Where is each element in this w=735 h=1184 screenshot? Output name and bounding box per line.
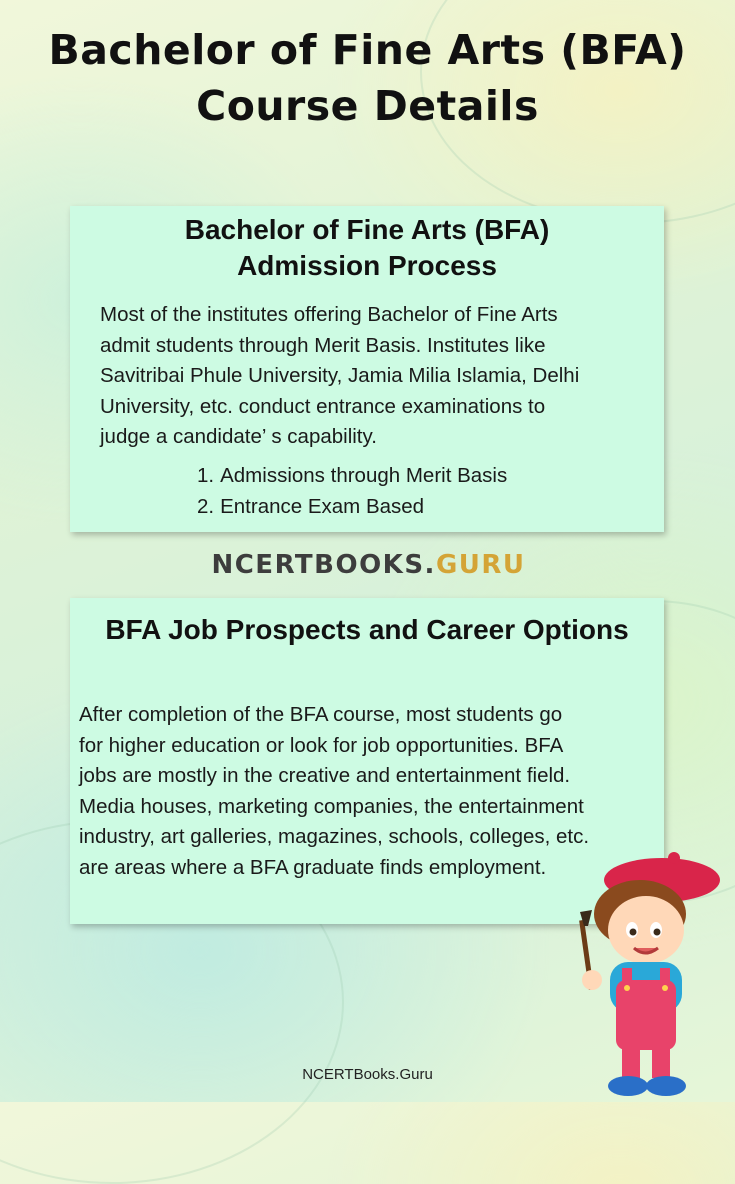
watermark-logo [196,545,541,585]
career-card-title: BFA Job Prospects and Career Options [105,614,629,645]
admission-card-title [70,212,664,284]
page-title-line-2: Course Details [196,82,539,130]
list-item [197,460,507,491]
paragraph-line: University, etc. conduct entrance examinations to [100,394,546,418]
page-title-line-1: Bachelor of Fine Arts (BFA) [48,26,687,74]
paragraph-line: admit students through Merit Basis. Institutes like [100,333,546,357]
paragraph-line: industry, art galleries, magazines, schools, colleges, etc. [79,825,590,848]
footer-credit: NCERTBooks.Guru [302,1066,433,1083]
page-title [0,22,735,134]
admission-paragraph [100,300,660,453]
list-item-number: 2. [197,495,215,518]
paragraph-line: for higher education or look for job opportunities. BFA [79,733,564,757]
child-painter-icon [570,850,730,1100]
admission-card-title-line-1: Bachelor of Fine Arts (BFA) [184,214,550,245]
list-item [197,491,507,522]
admission-process-card [70,206,664,532]
admission-methods-list [197,460,507,522]
paragraph-line: After completion of the BFA course, most students go [79,703,563,726]
watermark-text-accent: GURU [435,550,526,580]
list-item-number: 1. [197,464,215,487]
paragraph-line: Media houses, marketing companies, the entertainment [79,794,584,818]
list-item-text: Entrance Exam Based [220,495,425,518]
paragraph-line: Most of the institutes offering Bachelor of Fine Arts [100,303,558,326]
admission-card-title-line-2: Admission Process [237,250,497,281]
paragraph-line: are areas where a BFA graduate finds employment. [79,855,547,879]
paragraph-line: jobs are mostly in the creative and entertainment field. [79,764,571,787]
list-item-text: Admissions through Merit Basis [220,464,508,487]
watermark-text-main: NCERTBOOKS. [211,550,436,580]
paragraph-line: judge a candidate’ s capability. [100,425,377,448]
paragraph-line: Savitribai Phule University, Jamia Milia Islamia, Delhi [100,364,580,387]
